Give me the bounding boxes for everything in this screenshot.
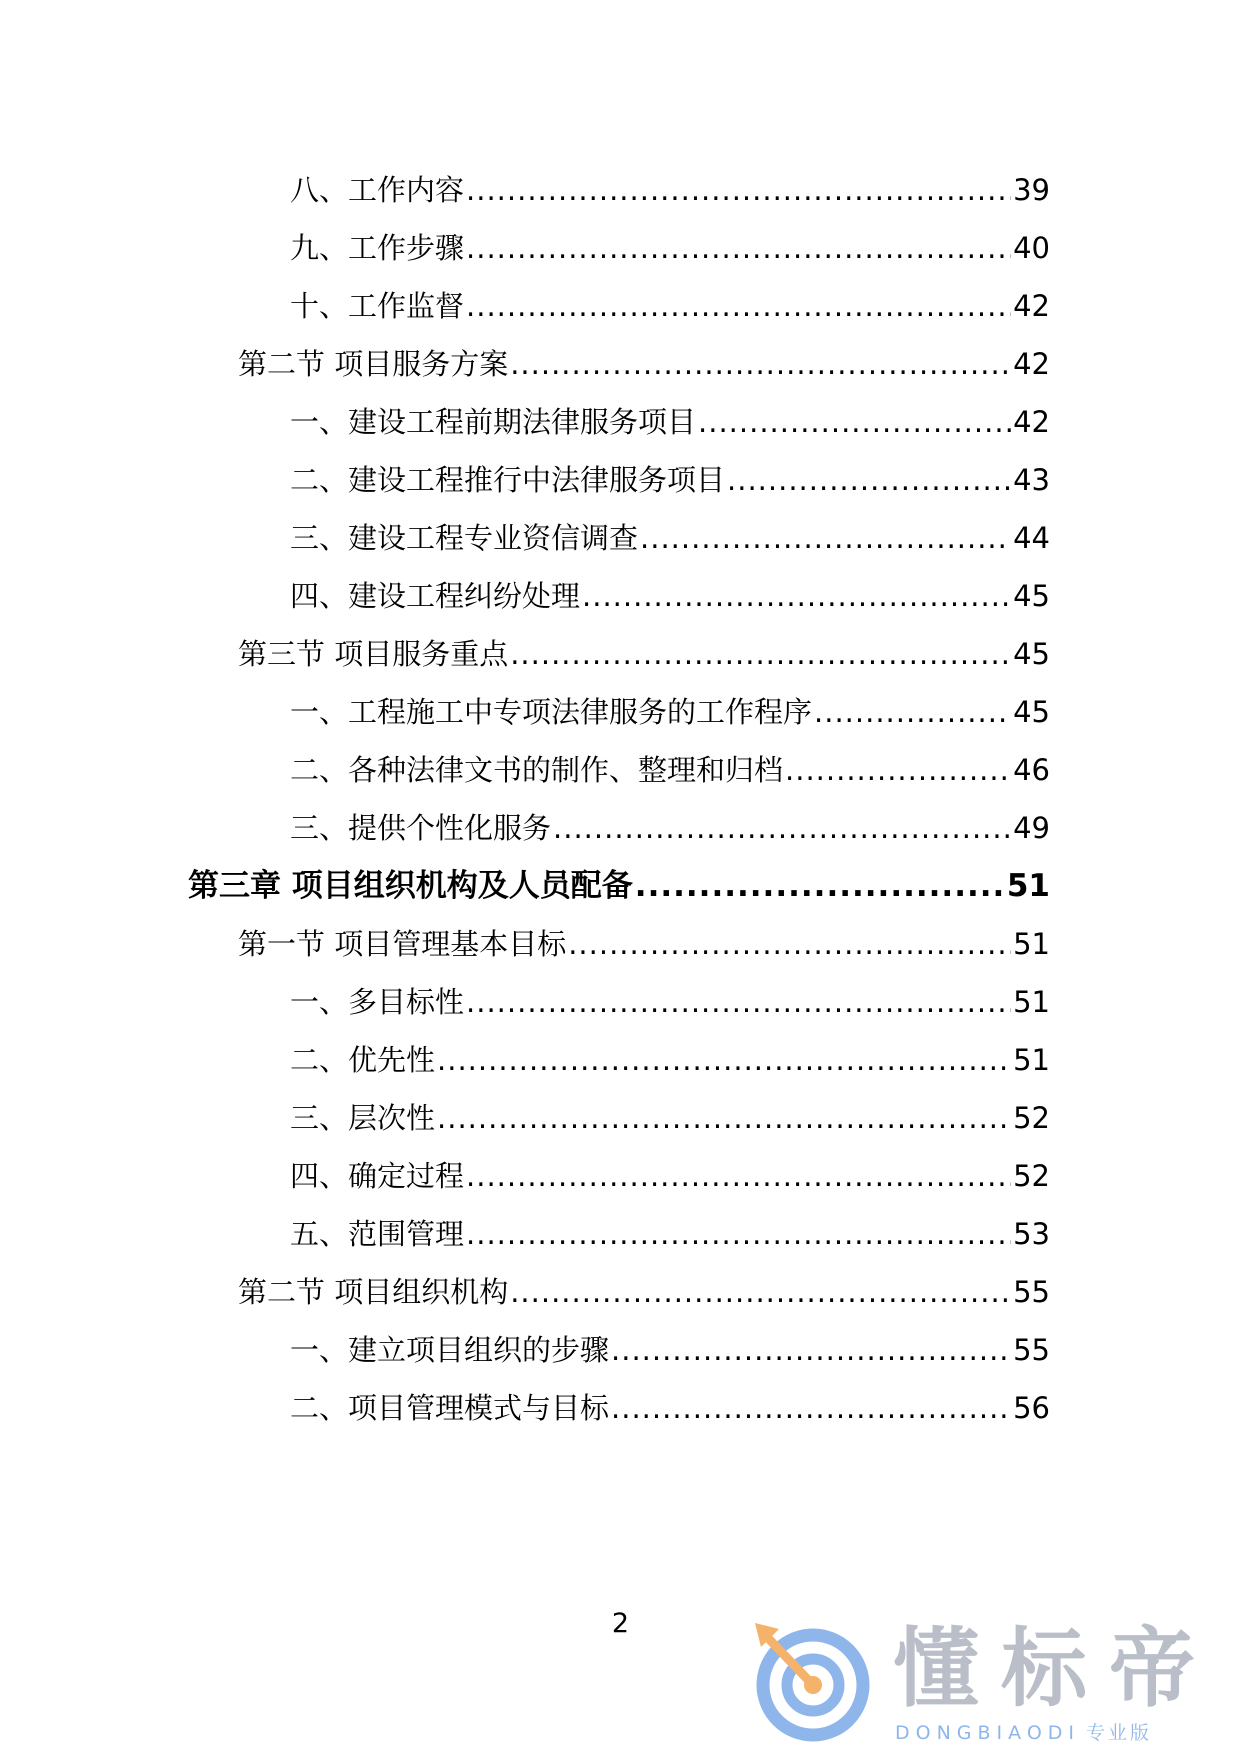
toc-entry-page: 45 (1013, 579, 1050, 613)
toc-entry-label: 第二节 项目服务方案 (238, 347, 509, 381)
toc-leader-dots (698, 402, 1011, 442)
toc-entry-page: 42 (1013, 347, 1050, 381)
toc-leader-dots (466, 170, 1011, 210)
toc-leader-dots (814, 692, 1011, 732)
toc-entry-label: 三、层次性 (290, 1101, 436, 1135)
toc-entry-page: 53 (1013, 1217, 1050, 1251)
toc-entry[interactable] (290, 1098, 1050, 1138)
watermark-edition: 专业版 (1086, 1722, 1153, 1744)
toc-leader-dots (611, 1330, 1011, 1370)
toc-entry-label: 二、建设工程推行中法律服务项目 (290, 463, 726, 497)
toc-entry[interactable] (290, 1040, 1050, 1080)
toc-leader-dots (466, 286, 1011, 326)
toc-entry[interactable] (290, 518, 1050, 558)
toc-entry[interactable] (290, 982, 1050, 1022)
toc-entry[interactable] (290, 692, 1050, 732)
toc-leader-dots (553, 808, 1011, 848)
toc-entry-page: 42 (1013, 289, 1050, 323)
toc-entry[interactable] (290, 228, 1050, 268)
toc-entry[interactable] (290, 460, 1050, 500)
toc-leader-dots (611, 1388, 1011, 1428)
toc-entry-label: 三、建设工程专业资信调查 (290, 521, 639, 555)
brand-watermark (745, 1615, 1225, 1750)
toc-section-entry[interactable] (238, 924, 1050, 964)
target-logo-icon (745, 1615, 875, 1745)
toc-entry[interactable] (290, 286, 1050, 326)
toc-entry-page: 51 (1013, 1043, 1050, 1077)
toc-entry-label: 一、建立项目组织的步骤 (290, 1333, 610, 1367)
toc-entry-page: 49 (1013, 811, 1050, 845)
toc-leader-dots (727, 460, 1011, 500)
toc-leader-dots (582, 576, 1011, 616)
watermark-subtitle (895, 1721, 1152, 1745)
toc-entry[interactable] (290, 1156, 1050, 1196)
toc-leader-dots (568, 924, 1011, 964)
toc-entry-page: 40 (1013, 231, 1050, 265)
toc-leader-dots (510, 1272, 1011, 1312)
toc-entry-page: 45 (1013, 695, 1050, 729)
toc-entry-label: 九、工作步骤 (290, 231, 465, 265)
toc-entry[interactable] (290, 576, 1050, 616)
toc-entry-page: 45 (1013, 637, 1050, 671)
toc-entry-page: 42 (1013, 405, 1050, 439)
toc-entry-page: 52 (1013, 1159, 1050, 1193)
toc-entry-label: 第一节 项目管理基本目标 (238, 927, 567, 961)
toc-entry-label: 一、工程施工中专项法律服务的工作程序 (290, 695, 813, 729)
toc-leader-dots (785, 750, 1011, 790)
toc-entry[interactable] (290, 1330, 1050, 1370)
toc-entry-page: 56 (1013, 1391, 1050, 1425)
toc-entry-label: 十、工作监督 (290, 289, 465, 323)
toc-entry-page: 52 (1013, 1101, 1050, 1135)
toc-entry-label: 一、建设工程前期法律服务项目 (290, 405, 697, 439)
toc-entry-page: 44 (1013, 521, 1050, 555)
toc-entry-page: 43 (1013, 463, 1050, 497)
toc-leader-dots (437, 1098, 1011, 1138)
toc-leader-dots (635, 866, 1005, 906)
toc-leader-dots (510, 344, 1011, 384)
toc-leader-dots (510, 634, 1011, 674)
toc-entry-label: 三、提供个性化服务 (290, 811, 552, 845)
toc-leader-dots (640, 518, 1011, 558)
toc-leader-dots (466, 228, 1011, 268)
toc-entry-label: 第三章 项目组织机构及人员配备 (188, 868, 633, 904)
toc-section-entry[interactable] (238, 1272, 1050, 1312)
toc-entry-label: 一、多目标性 (290, 985, 465, 1019)
toc-entry-label: 八、工作内容 (290, 173, 465, 207)
toc-entry-label: 第二节 项目组织机构 (238, 1275, 509, 1309)
toc-entry[interactable] (290, 808, 1050, 848)
toc-leader-dots (437, 1040, 1011, 1080)
toc-entry-label: 第三节 项目服务重点 (238, 637, 509, 671)
toc-leader-dots (466, 1156, 1011, 1196)
toc-section-entry[interactable] (238, 344, 1050, 384)
toc-entry-label: 五、范围管理 (290, 1217, 465, 1251)
page-number: 2 (611, 1608, 630, 1639)
toc-entry[interactable] (290, 402, 1050, 442)
toc-section-entry[interactable] (238, 634, 1050, 674)
toc-entry[interactable] (290, 1388, 1050, 1428)
toc-entry-label: 二、项目管理模式与目标 (290, 1391, 610, 1425)
toc-entry-page: 51 (1006, 868, 1050, 904)
toc-leader-dots (466, 982, 1011, 1022)
toc-entry-label: 四、确定过程 (290, 1159, 465, 1193)
toc-chapter-entry[interactable] (188, 866, 1050, 906)
watermark-brand: 懂标帝 (893, 1619, 1217, 1719)
toc-entry[interactable] (290, 1214, 1050, 1254)
toc-entry-page: 39 (1013, 173, 1050, 207)
toc-entry-page: 55 (1013, 1333, 1050, 1367)
toc-entry-label: 四、建设工程纠纷处理 (290, 579, 581, 613)
toc-entry[interactable] (290, 750, 1050, 790)
toc-entry-page: 55 (1013, 1275, 1050, 1309)
toc-entry[interactable] (290, 170, 1050, 210)
toc-entry-page: 46 (1013, 753, 1050, 787)
toc-entry-page: 51 (1013, 927, 1050, 961)
watermark-sub-text: DONGBIAODI (895, 1722, 1081, 1744)
toc-entry-label: 二、各种法律文书的制作、整理和归档 (290, 753, 784, 787)
toc-entry-page: 51 (1013, 985, 1050, 1019)
toc-entry-label: 二、优先性 (290, 1043, 436, 1077)
toc-leader-dots (466, 1214, 1011, 1254)
